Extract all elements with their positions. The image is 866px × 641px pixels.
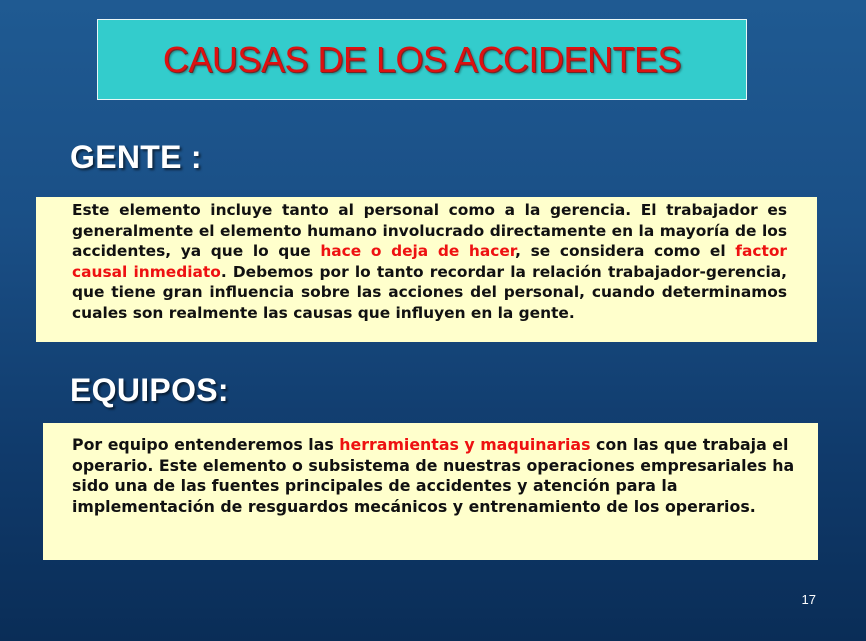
gente-text-box [36, 197, 817, 342]
gente-highlight-1: hace o deja de hacer [320, 242, 516, 260]
equipos-heading: EQUIPOS: [70, 372, 229, 408]
slide-title: CAUSAS DE LOS ACCIDENTES [162, 38, 682, 80]
gente-heading: GENTE : [70, 139, 202, 175]
equipos-text-1: Por equipo entenderemos las [72, 435, 340, 454]
gente-highlight-2: factor causal inmediato [72, 242, 787, 281]
title-box [97, 19, 747, 100]
equipos-text-box [43, 423, 818, 560]
gente-paragraph [72, 200, 787, 323]
gente-text-2: , se considera como el [515, 242, 736, 260]
equipos-paragraph [72, 435, 798, 517]
gente-text-3: . Debemos por lo tanto recordar la relación trabajador-gerencia, que tiene gran influencia sobre las acciones del personal, cuando determinamos cuales son realmente las causas que influyen en la gente. [72, 262, 787, 322]
gente-text-1: Este elemento incluye tanto al personal como a la gerencia. El trabajador es generalmente el elemento humano involucrado directamente en la mayoría de los accidentes, ya que lo que [72, 201, 787, 260]
equipos-text-2: con las que trabaja el operario. Este elemento o subsistema de nuestras operaciones empresariales ha sido una de las fuentes principales de accidentes y atención para la implementación de resguardos mecánicos y entrenamiento de los operarios. [72, 435, 795, 516]
page-number: 17 [801, 592, 816, 607]
equipos-highlight-1: herramientas y maquinarias [339, 435, 591, 454]
